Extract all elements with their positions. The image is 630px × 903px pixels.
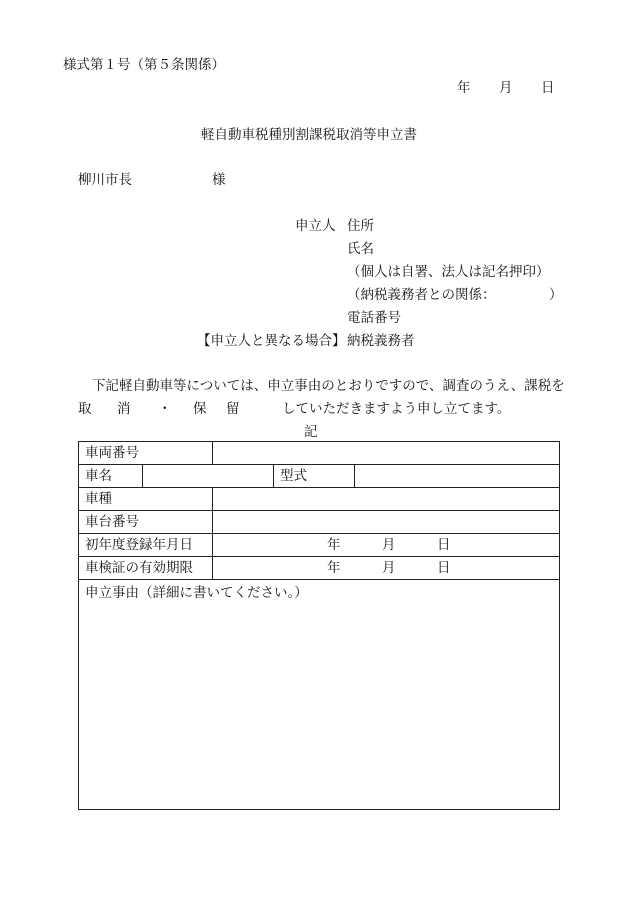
option-char-4: 保 (193, 401, 207, 417)
option-char-1: 取 (78, 401, 92, 417)
model-label: 型式 (274, 465, 355, 488)
row-vehicle-number (79, 442, 560, 465)
first-reg-year-label: 年 (327, 537, 341, 553)
form-number: 様式第１号（第５条関係） (63, 57, 225, 73)
option-char-5: 留 (226, 401, 240, 417)
option-char-3: ・ (158, 401, 172, 417)
model-field[interactable] (355, 465, 560, 488)
chassis-number-field[interactable] (213, 511, 560, 534)
inspection-expiry-field[interactable] (213, 557, 560, 580)
expiry-month-label: 月 (382, 560, 396, 576)
vehicle-type-field[interactable] (213, 488, 560, 511)
expiry-day-label: 日 (437, 560, 451, 576)
date-day-label: 日 (541, 80, 555, 96)
reason-label: 申立事由（詳細に書いてください。） (85, 585, 308, 601)
vehicle-type-label: 車種 (79, 488, 213, 511)
row-vehicle-name (79, 465, 560, 488)
record-heading: 記 (304, 424, 318, 440)
statement-line-2: していただきますよう申し立てます。 (282, 401, 511, 417)
inspection-expiry-label: 車検証の有効期限 (79, 557, 213, 580)
document-title: 軽自動車税種別割課税取消等申立書 (201, 127, 417, 143)
row-vehicle-type (79, 488, 560, 511)
vehicle-name-label: 車名 (79, 465, 143, 488)
applicant-name-note: （個人は自署、法人は記名押印） (347, 264, 550, 280)
vehicle-number-label: 車両番号 (79, 442, 213, 465)
first-registration-field[interactable] (213, 534, 560, 557)
row-first-registration (79, 534, 560, 557)
applicant-name-label: 氏名 (347, 241, 374, 257)
reason-field[interactable] (79, 580, 560, 810)
relation-close-paren: ） (549, 287, 563, 303)
applicant-label: 申立人 (295, 218, 336, 234)
taxpayer-label: 納税義務者 (347, 333, 415, 349)
applicant-phone-label: 電話番号 (347, 310, 401, 326)
applicant-address-label: 住所 (347, 218, 374, 234)
addressee-name: 柳川市長 (78, 172, 132, 188)
addressee-honorific: 様 (212, 172, 226, 188)
first-reg-month-label: 月 (382, 537, 396, 553)
vehicle-info-table (78, 441, 560, 810)
date-year-label: 年 (457, 80, 471, 96)
row-reason (79, 580, 560, 810)
first-reg-day-label: 日 (437, 537, 451, 553)
row-chassis-number (79, 511, 560, 534)
vehicle-number-field[interactable] (213, 442, 560, 465)
row-inspection-expiry (79, 557, 560, 580)
first-registration-label: 初年度登録年月日 (79, 534, 213, 557)
relation-open-label: （納税義務者との関係： (347, 287, 496, 303)
taxpayer-case-label: 【申立人と異なる場合】 (197, 333, 346, 349)
date-month-label: 月 (499, 80, 513, 96)
expiry-year-label: 年 (327, 560, 341, 576)
vehicle-name-field[interactable] (143, 465, 274, 488)
chassis-number-label: 車台番号 (79, 511, 213, 534)
statement-line-1: 下記軽自動車等については、申立事由のとおりですので、調査のうえ、課税を (92, 378, 565, 394)
option-char-2: 消 (117, 401, 131, 417)
